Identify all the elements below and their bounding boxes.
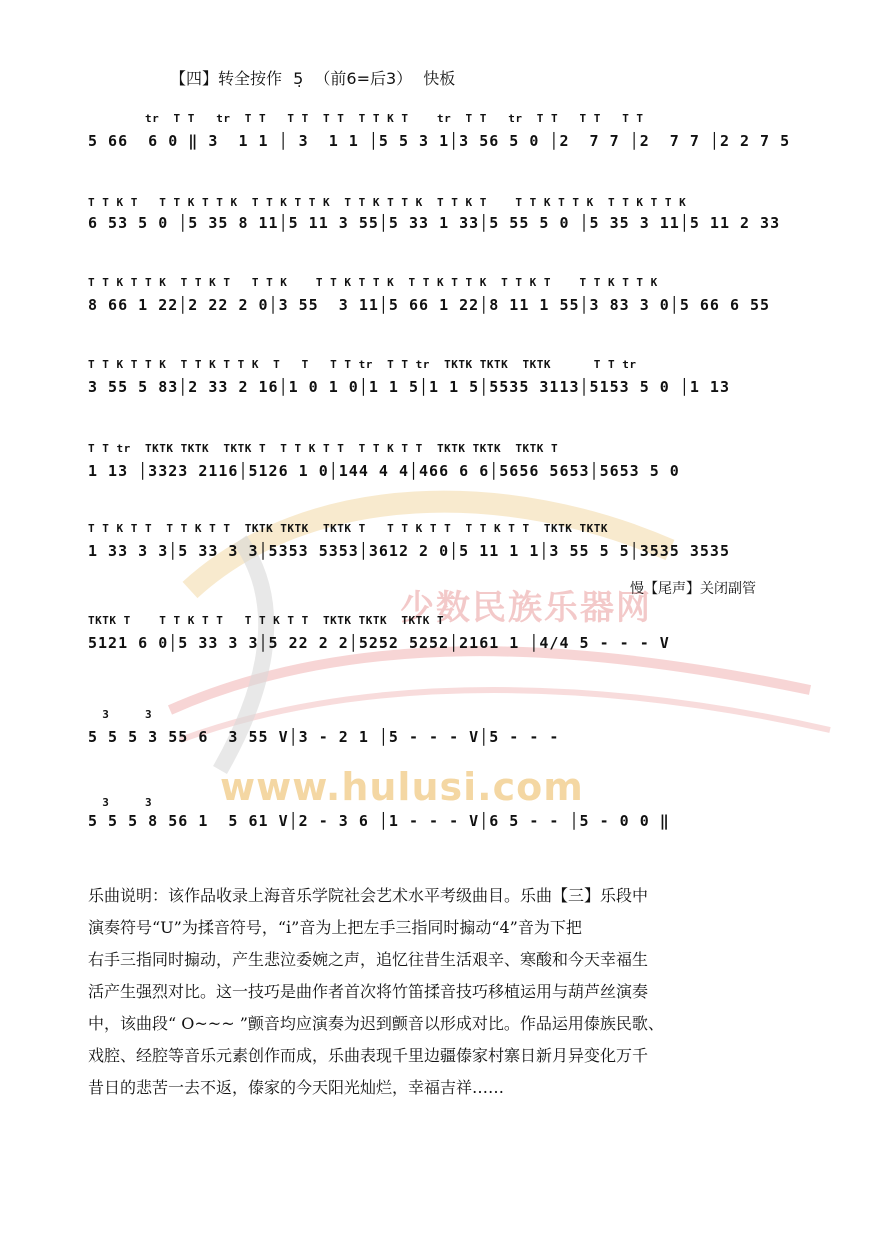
score-row: 3 55 5 83│2 33 2 16│1 0 1 0│1 1 5│1 1 5│5535 3113│5153 5 0 │1 13: [88, 378, 730, 396]
fingering-note: （前6=后3）: [314, 69, 413, 88]
explanation: [88, 880, 808, 1104]
explanation-line: 昔日的悲苦一去不返，傣家的今天阳光灿烂，幸福吉祥……: [88, 1078, 505, 1097]
score-marks: TKTK T T T K T T T T K T T TKTK TKTK TKTK T: [88, 614, 445, 627]
watermark-url: www.hulusi.com: [220, 765, 584, 809]
score-marks: T T tr TKTK TKTK TKTK T T T K T T T T K T T TKTK TKTK TKTK T: [88, 442, 559, 455]
score-marks: tr T T tr T T T T T T T T K T tr T T tr T T T T T T: [88, 112, 644, 125]
score-row: 1 33 3 3│5 33 3 3│5353 5353│3612 2 0│5 11 1 1│3 55 5 5│3535 3535: [88, 542, 730, 560]
watermark-cn: 少数民族乐器网: [400, 588, 652, 628]
score-row: 6 53 5 0 │5 35 8 11│5 11 3 55│5 33 1 33│5 55 5 0 │5 35 3 11│5 11 2 33: [88, 214, 781, 232]
score-marks: T T K T T T T K T T TKTK TKTK TKTK T T T K T T T T K T T TKTK TKTK: [88, 522, 608, 535]
score-row: 5 5 5 8 56 1 5 61 V│2 - 3 6 │1 - - - V│6 5 - - │5 - 0 0 ‖: [88, 812, 670, 830]
score-marks: T T K T T T K T T K T T K T T K T T K T T K T T K T T T K T T K T T K T T K: [88, 196, 687, 209]
score-row: 5 66 6 0 ‖ 3 1 1 │ 3 1 1 │5 5 3 1│3 56 5 0 │2 7 7 │2 7 7 │2 2 7 5: [88, 132, 791, 150]
explanation-line: 中，该曲段“ O~~~ ”颤音均应演奏为迟到颤音以形成对比。作品运用傣族民歌、: [88, 1014, 664, 1033]
tempo-label: 快板: [423, 69, 456, 88]
score-row: 1 13 │3323 2116│5126 1 0│144 4 4│466 6 6│5656 5653│5653 5 0: [88, 462, 680, 480]
score-marks: 3 3: [88, 708, 153, 721]
score-marks: T T K T T K T T K T T T K T T K T T K T T K T T K T T K T T T K T T K: [88, 276, 658, 289]
score-row: 5121 6 0│5 33 3 3│5 22 2 2│5252 5252│2161 1 │4/4 5 - - - V: [88, 634, 670, 652]
score-marks: T T K T T K T T K T T K T T T T tr T T tr TKTK TKTK TKTK T T tr: [88, 358, 637, 371]
explanation-line: 活产生强烈对比。这一技巧是曲作者首次将竹笛揉音技巧移植运用与葫芦丝演奏: [88, 982, 649, 1001]
explanation-line: 乐曲说明：该作品收录上海音乐学院社会艺术水平考级曲目。乐曲【三】乐段中: [88, 886, 649, 905]
score-row: 8 66 1 22│2 22 2 0│3 55 3 11│5 66 1 22│8 11 1 55│3 83 3 0│5 66 6 55: [88, 296, 771, 314]
section-title: 【四】转全按作: [170, 69, 283, 88]
tail-section-note: 慢【尾声】关闭副管: [630, 581, 756, 597]
explanation-line: 戏腔、经腔等音乐元素创作而成，乐曲表现千里边疆傣家村寨日新月异变化万千: [88, 1046, 649, 1065]
score-row: 5 5 5 3 55 6 3 55 V│3 - 2 1 │5 - - - V│5 - - -: [88, 728, 570, 746]
key-note: 5̣: [293, 69, 304, 88]
explanation-line: 演奏符号“U”为揉音符号，“i̇”音为上把左手三指同时搧动“4”音为下把: [88, 918, 582, 937]
score-marks: 3 3: [88, 796, 153, 809]
explanation-line: 右手三指同时搧动，产生悲泣委婉之声，追忆往昔生活艰辛、寒酸和今天幸福生: [88, 950, 649, 969]
